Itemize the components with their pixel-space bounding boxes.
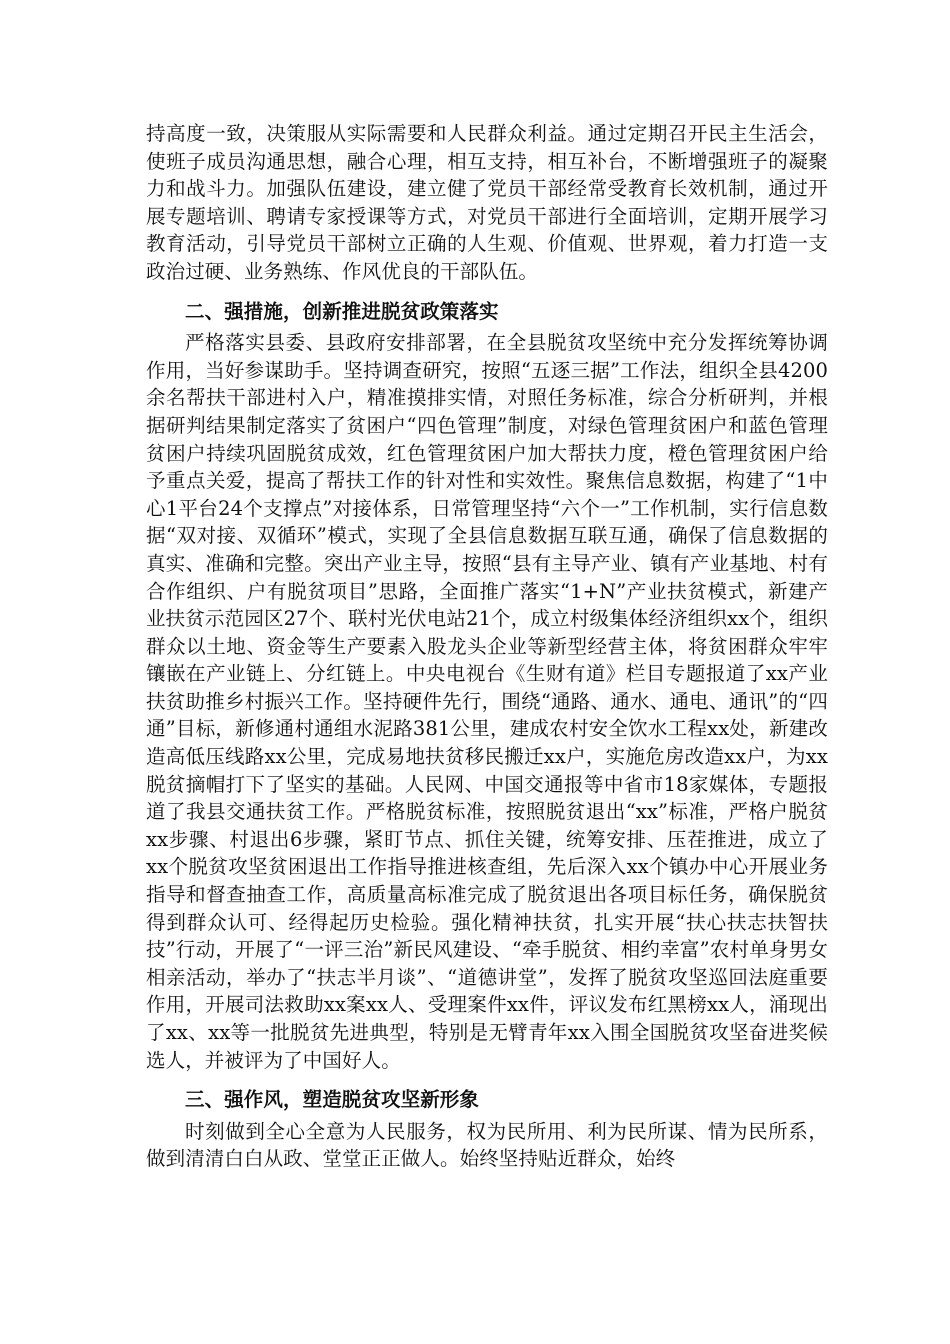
- paragraph-continuation: 持高度一致，决策服从实际需要和人民群众利益。通过定期召开民主生活会，使班子成员沟通思想，融合心理，相互支持，相互补台，不断增强班子的凝聚力和战斗力。加强队伍建设，建立健了党员干部经常受教育长效机制，通过开展专题培训、聘请专家授课等方式，对党员干部进行全面培训，定期开展学习教育活动，引导党员干部树立正确的人生观、价值观、世界观，着力打造一支政治过硬、业务熟练、作风优良的干部队伍。: [146, 122, 828, 283]
- document-page: [146, 120, 828, 1173]
- section-3-body: 时刻做到全心全意为人民服务，权为民所用、利为民所谋、情为民所系，做到清清白白从政、堂堂正正做人。始终坚持贴近群众，始终: [146, 1119, 828, 1171]
- section-2-body: 严格落实县委、县政府安排部署，在全县脱贫攻坚统中充分发挥统筹协调作用，当好参谋助手。坚持调查研究，按照“五逐三据”工作法，组织全县4200余名帮扶干部进村入户，精准摸排实情，对照任务标准，综合分析研判，并根据研判结果制定落实了贫困户“四色管理”制度，对绿色管理贫困户和蓝色管理贫困户持续巩固脱贫成效，红色管理贫困户加大帮扶力度，橙色管理贫困户给予重点关爱，提高了帮扶工作的针对性和实效性。聚焦信息数据，构建了“1中心1平台24个支撑点”对接体系，日常管理坚持“六个一”工作机制，实行信息数据“双对接、双循环”模式，实现了全县信息数据互联互通，确保了信息数据的真实、准确和完整。突出产业主导，按照“县有主导产业、镇有产业基地、村有合作组织、户有脱贫项目”思路，全面推广落实“1+N”产业扶贫模式，新建产业扶贫示范园区27个、联村光伏电站21个，成立村级集体经济组织xx个，组织群众以土地、资金等生产要素入股龙头企业等新型经营主体，将贫困群众牢牢镶嵌在产业链上、分红链上。中央电视台《生财有道》栏目专题报道了xx产业扶贫助推乡村振兴工作。坚持硬件先行，围绕“通路、通水、通电、通讯”的“四通”目标，新修通村通组水泥路381公里，建成农村安全饮水工程xx处，新建改造高低压线路xx公里，完成易地扶贫移民搬迁xx户，实施危房改造xx户，为xx脱贫摘帽打下了坚实的基础。人民网、中国交通报等中省市18家媒体，专题报道了我县交通扶贫工作。严格脱贫标准，按照脱贫退出“xx”标准，严格户脱贫xx步骤、村退出6步骤，紧盯节点、抓住关键，统筹安排、压茬推进，成立了xx个脱贫攻坚贫困退出工作指导推进核查组，先后深入xx个镇办中心开展业务指导和督查抽查工作，高质量高标准完成了脱贫退出各项目标任务，确保脱贫得到群众认可、经得起历史检验。强化精神扶贫，扎实开展“扶心扶志扶智扶技”行动，开展了“一评三治”新民风建设、“牵手脱贫、相约幸富”农村单身男女相亲活动，举办了“扶志半月谈”、“道德讲堂”，发挥了脱贫攻坚巡回法庭重要作用，开展司法救助xx案xx人、受理案件xx件，评议发布红黑榜xx人，涌现出了xx、xx等一批脱贫先进典型，特别是无臂青年xx入围全国脱贫攻坚奋进奖候选人，并被评为了中国好人。: [146, 331, 828, 1072]
- section-heading-3: 三、强作风，塑造脱贫攻坚新形象: [185, 1088, 480, 1112]
- section-heading-2: 二、强措施，创新推进脱贫政策落实: [185, 299, 499, 323]
